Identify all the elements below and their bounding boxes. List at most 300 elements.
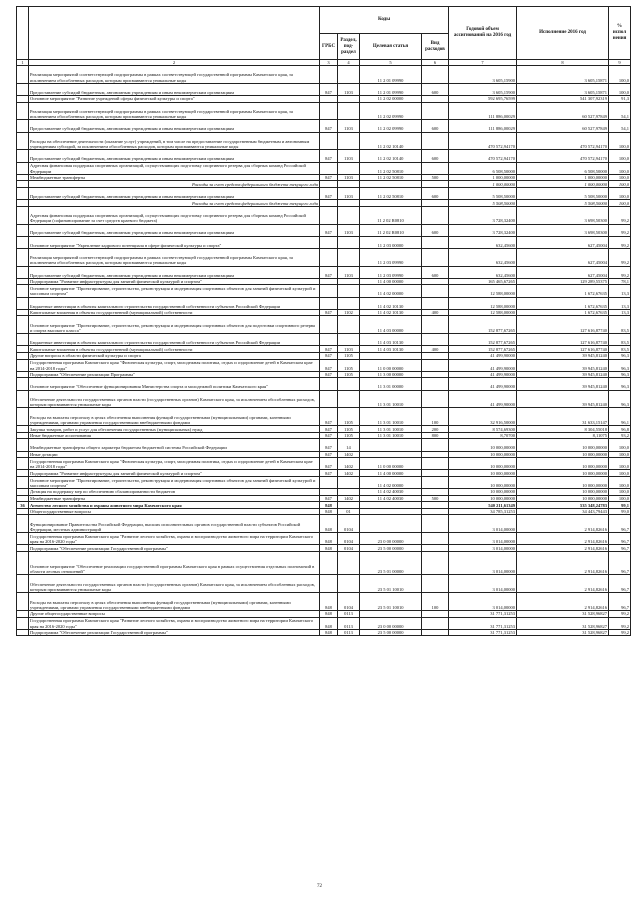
row-plan-amount: 3 014,00000 (449, 515, 517, 533)
row-expense-type (422, 611, 449, 618)
row-grbs: 847 (320, 150, 338, 162)
row-expense-type (422, 575, 449, 593)
row-executed-amount: 10 000,00000 (517, 458, 609, 470)
col-index: 2 (29, 60, 320, 66)
row-grbs (320, 181, 338, 188)
row-percent: 96,7 (609, 593, 631, 611)
row-razdel (338, 200, 360, 207)
row-description: Основное мероприятие "Укрепление кадрового потенциала в сфере физической культуры и спорта" (29, 236, 320, 248)
row-description: Государственная программа Камчатского края "Развитие лесного хозяйства, охрана и воспроизводство животного мира на территории Камчатского края на 2016-2020 годы" (29, 617, 320, 629)
row-description: Расходы на обеспечение деятельности (оказание услуг) учреждений, в том числе на предоставление государственным бюджетным и автономным учреждениям субсидий, за исключением обособленных расходов, которым присваиваются уникальные коды (29, 132, 320, 150)
row-number (17, 174, 29, 181)
row-percent: 99,1 (609, 502, 631, 509)
row-number (17, 236, 29, 248)
row-razdel: 1103 (338, 120, 360, 132)
row-plan-amount: 1 000,00000 (449, 174, 517, 181)
row-razdel (338, 278, 360, 285)
row-razdel (338, 334, 360, 346)
row-plan-amount: 10 000,00000 (449, 476, 517, 488)
row-number (17, 66, 29, 84)
row-percent: 100,0 (609, 451, 631, 458)
row-description: Подпрограмма "Обеспечение реализации Программы" (29, 371, 320, 378)
row-grbs (320, 297, 338, 309)
row-executed-amount: 1 000,00000 (517, 174, 609, 181)
col-index: 6 (422, 60, 449, 66)
row-executed-amount: 2 914,82616 (517, 515, 609, 533)
row-razdel (338, 95, 360, 102)
row-expense-type (422, 470, 449, 477)
row-plan-amount: 3 728,32400 (449, 206, 517, 224)
row-grbs: 847 (320, 309, 338, 316)
row-plan-amount: 152 877,67265 (449, 316, 517, 334)
row-percent: 96,7 (609, 575, 631, 593)
row-grbs: 847 (320, 495, 338, 502)
row-expense-type (422, 95, 449, 102)
row-plan-amount: 31 771,31253 (449, 617, 517, 629)
row-percent: 96,8 (609, 426, 631, 433)
row-expense-type (422, 297, 449, 309)
row-razdel (338, 206, 360, 224)
row-percent: 99,2 (609, 224, 631, 236)
row-number (17, 371, 29, 378)
row-percent: 96,7 (609, 533, 631, 545)
row-razdel: 1102 (338, 309, 360, 316)
row-executed-amount: 3 605,15871 (517, 83, 609, 95)
table-row (17, 187, 631, 199)
row-percent: 96,1 (609, 408, 631, 426)
row-number (17, 432, 29, 439)
row-executed-amount: 1 672,67635 (517, 285, 609, 297)
row-grbs (320, 102, 338, 120)
row-target-article (360, 181, 422, 188)
col-index: 5 (360, 60, 422, 66)
row-razdel (338, 162, 360, 174)
row-executed-amount: 10 000,00000 (517, 476, 609, 488)
row-razdel (338, 132, 360, 150)
row-executed-amount: 1 672,67635 (517, 297, 609, 309)
row-plan-amount: 41 499,90000 (449, 378, 517, 390)
table-row (17, 502, 631, 509)
table-row (17, 432, 631, 439)
row-razdel: 1402 (338, 495, 360, 502)
table-row (17, 439, 631, 451)
row-expense-type: 200 (422, 426, 449, 433)
row-expense-type (422, 316, 449, 334)
row-expense-type: 600 (422, 83, 449, 95)
row-plan-amount: 592 695,76599 (449, 95, 517, 102)
row-description: Государственная программа Камчатского края "Физическая культура, спорт, молодежная политика, отдых и оздоровление детей в Камчатском крае на 2014-2018 годы" (29, 359, 320, 371)
row-percent: 100,0 (609, 439, 631, 451)
row-percent: 83,5 (609, 334, 631, 346)
row-razdel (338, 476, 360, 488)
row-plan-amount: 10 000,00000 (449, 458, 517, 470)
row-expense-type (422, 132, 449, 150)
row-percent: 83,5 (609, 346, 631, 353)
header-plan: Годовой объем ассигнований на 2016 год (449, 7, 517, 60)
row-plan-amount: 3 728,32400 (449, 224, 517, 236)
table-row (17, 390, 631, 408)
row-executed-amount: 39 945,81240 (517, 353, 609, 360)
row-number: 36 (17, 502, 29, 509)
row-percent: 100,0 (609, 174, 631, 181)
row-razdel: 1105 (338, 371, 360, 378)
table-body (17, 60, 631, 636)
row-plan-amount: 3 605,15900 (449, 83, 517, 95)
row-grbs (320, 334, 338, 346)
row-grbs (320, 378, 338, 390)
row-grbs (320, 575, 338, 593)
row-executed-amount: 2 914,82616 (517, 593, 609, 611)
row-description: Капитальные вложения в объекты государственной (муниципальной) собственности (29, 346, 320, 353)
row-expense-type (422, 533, 449, 545)
row-grbs: 847 (320, 458, 338, 470)
row-percent: 100,0 (609, 66, 631, 84)
row-number (17, 495, 29, 502)
row-grbs: 848 (320, 502, 338, 509)
row-expense-type (422, 390, 449, 408)
row-percent: 96,3 (609, 353, 631, 360)
row-percent: 100,0 (609, 476, 631, 488)
row-razdel: 1103 (338, 346, 360, 353)
row-description: Другие общегосударственные вопросы (29, 611, 320, 618)
row-description: Межбюджетные трансферты общего характера бюджетам бюджетной системы Российской Федерации (29, 439, 320, 451)
table-row (17, 120, 631, 132)
row-description: Обеспечение деятельности государственных органов власти (государственных органов) Камчатского края, за исключением обособленных расходов, которым присваиваются уникальные коды (29, 575, 320, 593)
row-plan-amount: 12 588,00000 (449, 297, 517, 309)
row-target-article (360, 200, 422, 207)
row-razdel: 1402 (338, 451, 360, 458)
row-number (17, 476, 29, 488)
row-grbs: 847 (320, 353, 338, 360)
table-row (17, 515, 631, 533)
row-plan-amount: 540 211,61349 (449, 502, 517, 509)
table-row (17, 285, 631, 297)
row-percent: 99,0 (609, 508, 631, 515)
row-expense-type: 400 (422, 346, 449, 353)
row-target-article (360, 502, 422, 509)
table-row (17, 508, 631, 515)
row-target-article: 11 2 02 R0810 (360, 206, 422, 224)
table-row (17, 408, 631, 426)
row-expense-type: 400 (422, 309, 449, 316)
row-expense-type (422, 451, 449, 458)
row-plan-amount: 5 508,50000 (449, 187, 517, 199)
row-description: Предоставление субсидий бюджетным, автономным учреждениям и иным некоммерческим организациям (29, 120, 320, 132)
row-grbs (320, 132, 338, 150)
row-percent: 96,3 (609, 390, 631, 408)
row-plan-amount: 12 588,00000 (449, 309, 517, 316)
row-number (17, 120, 29, 132)
row-razdel (338, 248, 360, 266)
row-expense-type (422, 502, 449, 509)
row-target-article: 11 2 01 09990 (360, 83, 422, 95)
row-grbs (320, 552, 338, 575)
row-description: Подпрограмма "Развитие инфраструктуры для занятий физической культурой и спортом" (29, 278, 320, 285)
budget-execution-table (16, 6, 630, 636)
row-plan-amount: 10 000,00000 (449, 495, 517, 502)
row-percent: 13,3 (609, 309, 631, 316)
header-codes: Коды (320, 7, 449, 34)
row-description: Основное мероприятие "Обеспечение функционирования Министерства спорта и молодежной политики Камчатского края" (29, 378, 320, 390)
row-grbs: 847 (320, 174, 338, 181)
row-grbs (320, 316, 338, 334)
table-row (17, 629, 631, 636)
row-target-article: 23 0 00 00000 (360, 533, 422, 545)
row-razdel (338, 236, 360, 248)
row-executed-amount: 8,11075 (517, 432, 609, 439)
col-index: 4 (338, 60, 360, 66)
row-description: Основное мероприятие "Проектирование, строительство, реконструкция и модернизация спортивных объектов для подготовки спортивного резерва и спорта высокого класса" (29, 316, 320, 334)
table-row (17, 150, 631, 162)
row-target-article (360, 439, 422, 451)
row-grbs: 848 (320, 515, 338, 533)
row-expense-type: 100 (422, 593, 449, 611)
row-executed-amount: 5 508,50000 (517, 187, 609, 199)
table-row (17, 617, 631, 629)
row-target-article: 23 5 01 10010 (360, 593, 422, 611)
row-razdel (338, 66, 360, 84)
table-row (17, 346, 631, 353)
row-number (17, 611, 29, 618)
row-executed-amount: 627,45004 (517, 248, 609, 266)
row-target-article: 11 3 01 10010 (360, 408, 422, 426)
row-expense-type (422, 285, 449, 297)
table-row (17, 132, 631, 150)
row-description: Основное мероприятие "Развитие учреждений сферы физической культуры и спорта" (29, 95, 320, 102)
row-percent: 100,0 (609, 181, 631, 188)
row-razdel (338, 297, 360, 309)
row-target-article: 23 0 00 00000 (360, 617, 422, 629)
table-row (17, 200, 631, 207)
row-razdel: 1103 (338, 150, 360, 162)
row-razdel: 0104 (338, 515, 360, 533)
row-target-article: 11 2 02 50810 (360, 174, 422, 181)
col-index: 7 (449, 60, 517, 66)
row-percent: 100,0 (609, 200, 631, 207)
row-target-article: 11 2 02 10140 (360, 150, 422, 162)
row-expense-type (422, 181, 449, 188)
row-target-article: 11 3 01 00000 (360, 378, 422, 390)
row-plan-amount: 3 605,15900 (449, 66, 517, 84)
row-number (17, 378, 29, 390)
row-target-article: 23 5 01 10010 (360, 575, 422, 593)
row-description: Реализация мероприятий соответствующей подпрограммы в рамках соответствующей государственной программы Камчатского края, за исключением обособленных расходов, которым присваиваются уникальные коды (29, 102, 320, 120)
row-grbs: 847 (320, 371, 338, 378)
row-percent: 100,0 (609, 150, 631, 162)
row-target-article: 11 3 01 10010 (360, 426, 422, 433)
row-expense-type (422, 102, 449, 120)
row-number (17, 248, 29, 266)
row-description: Расходы на выплаты персоналу в целях обеспечения выполнения функций государственными (муниципальными) органами, казенными учреждениями, органами управления государственными внебюджетными фондами (29, 408, 320, 426)
row-expense-type (422, 371, 449, 378)
row-executed-amount: 31 528,96827 (517, 617, 609, 629)
row-target-article: 11 2 02 00000 (360, 95, 422, 102)
table-row (17, 611, 631, 618)
row-grbs (320, 248, 338, 266)
header-razdel: Раздел, под-раздел (338, 34, 360, 60)
row-expense-type (422, 248, 449, 266)
row-target-article: 23 5 00 00000 (360, 629, 422, 636)
row-target-article: 23 5 00 00000 (360, 545, 422, 552)
row-number (17, 95, 29, 102)
row-razdel: 1103 (338, 266, 360, 278)
row-executed-amount: 39 945,81240 (517, 371, 609, 378)
row-number (17, 426, 29, 433)
table-row (17, 545, 631, 552)
row-razdel (338, 378, 360, 390)
row-description: Бюджетные инвестиции в объекты капитального строительства государственной собственности субъектов Российской Федерации (29, 297, 320, 309)
row-grbs (320, 95, 338, 102)
row-executed-amount: 10 000,00000 (517, 489, 609, 496)
row-number (17, 334, 29, 346)
row-executed-amount: 39 945,81240 (517, 378, 609, 390)
row-executed-amount: 34 443,79443 (517, 508, 609, 515)
row-percent: 96,7 (609, 552, 631, 575)
row-number (17, 545, 29, 552)
row-razdel: 1103 (338, 224, 360, 236)
row-number (17, 359, 29, 371)
row-target-article (360, 515, 422, 533)
row-plan-amount: 152 877,67265 (449, 334, 517, 346)
row-number (17, 593, 29, 611)
row-grbs (320, 476, 338, 488)
row-plan-amount: 10 000,00000 (449, 439, 517, 451)
header-grbs: ГРБС (320, 34, 338, 60)
row-number (17, 224, 29, 236)
row-grbs (320, 278, 338, 285)
row-description: Межбюджетные трансферты (29, 495, 320, 502)
row-target-article: 11 2 03 09990 (360, 248, 422, 266)
row-plan-amount: 10 000,00000 (449, 451, 517, 458)
row-plan-amount: 632,45600 (449, 266, 517, 278)
header-target-article: Целевая статья (360, 34, 422, 60)
row-description: Адресная финансовая поддержка спортивных организаций, осуществляющих подготовку спортивного резерва для сборных команд Российской Федерации (29, 162, 320, 174)
row-description: Основное мероприятие "Проектирование, строительство, реконструкция и модернизация спортивных объектов для занятий физической культурой и массовым спортом" (29, 285, 320, 297)
row-plan-amount: 31 771,31253 (449, 629, 517, 636)
row-plan-amount: 41 499,90000 (449, 353, 517, 360)
row-expense-type (422, 617, 449, 629)
table-row (17, 309, 631, 316)
row-grbs: 847 (320, 266, 338, 278)
row-razdel (338, 285, 360, 297)
row-target-article: 11 4 00 00000 (360, 470, 422, 477)
row-grbs: 847 (320, 470, 338, 477)
row-plan-amount: 34 785,31253 (449, 508, 517, 515)
row-number (17, 390, 29, 408)
row-expense-type (422, 378, 449, 390)
table-row (17, 316, 631, 334)
col-index: 9 (609, 60, 631, 66)
row-razdel: 1402 (338, 458, 360, 470)
row-plan-amount: 12 588,00000 (449, 285, 517, 297)
row-plan-amount: 41 499,90000 (449, 371, 517, 378)
row-expense-type (422, 458, 449, 470)
row-executed-amount: 8 304,55018 (517, 426, 609, 433)
row-executed-amount: 39 945,81240 (517, 359, 609, 371)
row-executed-amount: 129 289,55375 (517, 278, 609, 285)
row-executed-amount: 127 616,87740 (517, 316, 609, 334)
row-executed-amount: 5 508,50000 (517, 200, 609, 207)
table-row (17, 458, 631, 470)
row-percent: 54,1 (609, 120, 631, 132)
row-executed-amount: 2 914,82616 (517, 545, 609, 552)
row-expense-type (422, 545, 449, 552)
row-expense-type (422, 515, 449, 533)
row-number (17, 285, 29, 297)
row-plan-amount: 10 000,00000 (449, 489, 517, 496)
row-executed-amount: 127 616,87740 (517, 346, 609, 353)
row-executed-amount: 60 527,97849 (517, 102, 609, 120)
row-plan-amount: 6 508,50000 (449, 162, 517, 174)
row-description: Государственная программа Камчатского края "Развитие лесного хозяйства, охрана и воспроизводство животного мира на территории Камчатского края на 2016-2020 годы" (29, 533, 320, 545)
row-grbs: 848 (320, 617, 338, 629)
row-grbs: 848 (320, 629, 338, 636)
row-razdel: 0113 (338, 629, 360, 636)
header-execution: Исполнение 2016 год (517, 7, 609, 60)
row-target-article: 11 4 02 10130 (360, 297, 422, 309)
row-target-article: 11 2 02 10140 (360, 132, 422, 150)
row-expense-type (422, 200, 449, 207)
row-grbs: 847 (320, 187, 338, 199)
row-percent: 99,2 (609, 266, 631, 278)
row-percent: 96,3 (609, 378, 631, 390)
row-percent: 100,0 (609, 162, 631, 174)
row-target-article: 11 4 00 00000 (360, 278, 422, 285)
row-razdel: 14 (338, 439, 360, 451)
row-razdel: 0113 (338, 617, 360, 629)
row-percent: 100,0 (609, 83, 631, 95)
row-expense-type: 800 (422, 432, 449, 439)
col-index: 3 (320, 60, 338, 66)
row-number (17, 629, 29, 636)
row-plan-amount: 3 014,00000 (449, 593, 517, 611)
row-number (17, 102, 29, 120)
row-grbs: 848 (320, 533, 338, 545)
row-executed-amount: 535 348,24783 (517, 502, 609, 509)
row-razdel (338, 316, 360, 334)
row-razdel: 1105 (338, 432, 360, 439)
row-description: Иные дотации (29, 451, 320, 458)
row-number (17, 408, 29, 426)
row-executed-amount: 2 914,82616 (517, 575, 609, 593)
table-row (17, 378, 631, 390)
row-razdel (338, 102, 360, 120)
table-row (17, 83, 631, 95)
row-description: Подпрограмма "Обеспечение реализации Государственной программы" (29, 545, 320, 552)
row-percent: 99,2 (609, 206, 631, 224)
row-grbs (320, 489, 338, 496)
row-razdel (338, 552, 360, 575)
row-razdel: 1103 (338, 83, 360, 95)
row-percent: 96,7 (609, 545, 631, 552)
row-executed-amount: 470 572,94170 (517, 132, 609, 150)
row-percent: 100,0 (609, 489, 631, 496)
row-description: Государственная программа Камчатского края "Физическая культура, спорт, молодежная политика, отдых и оздоровление детей в Камчатском крае на 2014-2018 годы" (29, 458, 320, 470)
row-executed-amount: 3 698,50300 (517, 206, 609, 224)
row-target-article: 11 4 03 10130 (360, 346, 422, 353)
row-expense-type (422, 236, 449, 248)
row-razdel: 0113 (338, 611, 360, 618)
row-grbs: 848 (320, 508, 338, 515)
row-executed-amount: 627,45004 (517, 266, 609, 278)
row-expense-type: 100 (422, 408, 449, 426)
row-executed-amount: 60 527,97849 (517, 120, 609, 132)
row-razdel (338, 181, 360, 188)
table-row (17, 451, 631, 458)
row-plan-amount: 1 000,00000 (449, 181, 517, 188)
row-expense-type (422, 552, 449, 575)
col-index: 8 (517, 60, 609, 66)
